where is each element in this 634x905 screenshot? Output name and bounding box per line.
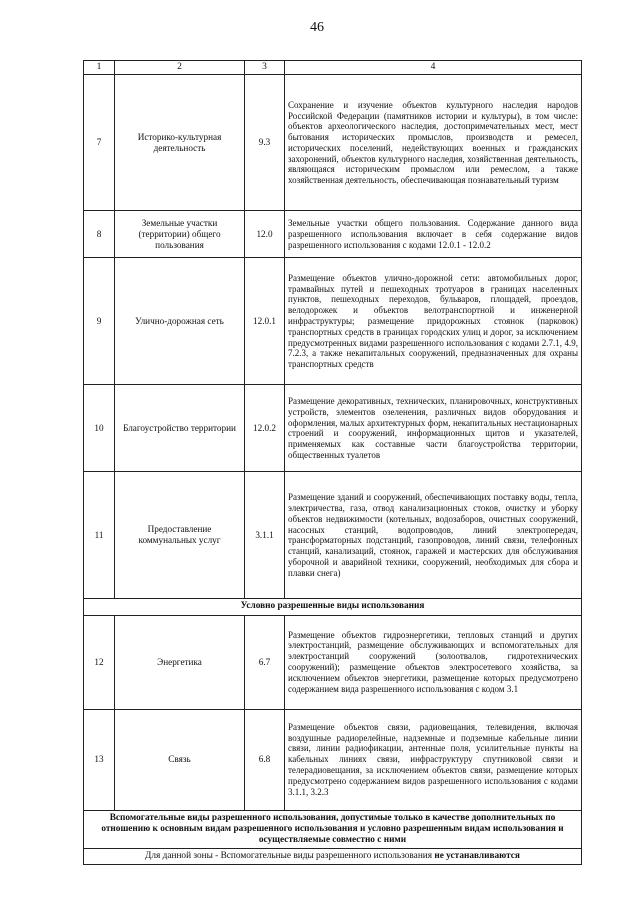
use-type-description: Размещение объектов улично-дорожной сети: автомобильных дорог, трамвайных путей и пешеходных тротуаров в границах населенных пунктов, пешеходных переходов, бульваров, площадей, проездов, велодорожек и объектов велотранспортной и инженерной инфраструктуры; размещение придорожных стоянок (парковок) транспортных средств в границах городских улиц и дорог, за исключением предусмотренных видами разрешенного использования с кодами 2.7.1, 4.9, 7.2.3, а также некапитальных сооружений, предназначенных для охраны транспортных средств [285,258,582,385]
table-row [84,472,582,599]
column-number: 4 [285,61,582,75]
use-type-code: 3.1.1 [245,472,285,599]
use-type-name: Земельные участки (территории) общего пользования [115,211,245,258]
use-type-description: Размещение зданий и сооружений, обеспечивающих поставку воды, тепла, электричества, газа, отвод канализационных стоков, очистку и уборку объектов недвижимости (котельных, водозаборов, очистных сооружений, насосных станций, водопроводов, линий электропередач, трансформаторных подстанций, газопроводов, линий связи, телефонных станций, канализаций, стоянок, гаражей и мастерских для обслуживания уборочной и аварийной техники, сооружений, необходимых для сбора и плавки снега) [285,472,582,599]
use-type-description: Земельные участки общего пользования. Содержание данного вида разрешенного использования включает в себя содержание видов разрешенного использования с кодами 12.0.1 - 12.0.2 [285,211,582,258]
use-type-name: Предоставление коммунальных услуг [115,472,245,599]
use-type-code: 12.0.1 [245,258,285,385]
row-number: 9 [84,258,115,385]
row-number: 10 [84,385,115,472]
use-type-name: Энергетика [115,615,245,709]
page-number: 46 [310,20,324,35]
row-number: 11 [84,472,115,599]
row-number: 13 [84,709,115,810]
zone-note-text: Для данной зоны - Вспомогательные виды разрешенного использования [145,851,435,862]
use-type-code: 12.0 [245,211,285,258]
zone-note-row [84,849,582,865]
table-body [84,61,582,865]
zone-note-emphasis: не устанавливаются [434,851,520,862]
column-number: 2 [115,61,245,75]
use-type-description: Размещение объектов гидроэнергетики, тепловых станций и других электростанций, размещение обслуживающих и вспомогательных для электростанций сооружений (золоотвалов, гидротехнических сооружений); размещение объектов электросетевого хозяйства, за исключением объектов энергетики, размещение которых предусмотрено содержанием вида разрешенного использования с кодом 3.1 [285,615,582,709]
use-type-code: 9.3 [245,75,285,211]
land-use-table [83,60,582,865]
column-number-row [84,61,582,75]
use-type-description: Размещение декоративных, технических, планировочных, конструктивных устройств, элементов озеленения, различных видов оборудования и оформления, малых архитектурных форм, некапитальных нестационарных строений и сооружений, информационных щитов и указателей, применяемых как составные части благоустройства территории, общественных туалетов [285,385,582,472]
row-number: 12 [84,615,115,709]
table-row [84,258,582,385]
table-row [84,385,582,472]
row-number: 8 [84,211,115,258]
section-heading-conditional: Условно разрешенные виды использования [84,599,582,615]
section-heading-auxiliary: Вспомогательные виды разрешенного использования, допустимые только в качестве дополнительных по отношению к основным видам разрешенного использования и условно разрешенным видам использования и осуществляемые совместно с ними [84,810,582,848]
table-row [84,615,582,709]
row-number: 7 [84,75,115,211]
use-type-code: 12.0.2 [245,385,285,472]
table-row [84,75,582,211]
zone-note [84,849,582,865]
use-type-name: Связь [115,709,245,810]
use-type-description: Сохранение и изучение объектов культурного наследия народов Российской Федерации (памятников истории и культуры), в том числе: объектов археологического наследия, достопримечательных мест, мест бытования исторических промыслов, производств и ремесел, исторических поселений, недействующих военных и гражданских захоронений, объектов культурного наследия, хозяйственная деятельность, являющаяся историческим промыслом или ремеслом, а также хозяйственная деятельность, обеспечивающая познавательный туризм [285,75,582,211]
column-number: 3 [245,61,285,75]
use-type-description: Размещение объектов связи, радиовещания, телевидения, включая воздушные радиорелейные, надземные и подземные кабельные линии связи, линии радиофикации, антенные поля, усилительные пункты на кабельных линиях связи, инфраструктуру спутниковой связи и телерадиовещания, за исключением объектов связи, размещение которых предусмотрено содержанием видов разрешенного использования с кодами 3.1.1, 3.2.3 [285,709,582,810]
use-type-code: 6.7 [245,615,285,709]
use-type-name: Благоустройство территории [115,385,245,472]
use-type-name: Историко-культурная деятельность [115,75,245,211]
use-type-code: 6.8 [245,709,285,810]
section-heading-auxiliary-row [84,810,582,848]
use-type-name: Улично-дорожная сеть [115,258,245,385]
table-row [84,211,582,258]
table-row [84,709,582,810]
column-number: 1 [84,61,115,75]
section-heading-conditional-row [84,599,582,615]
